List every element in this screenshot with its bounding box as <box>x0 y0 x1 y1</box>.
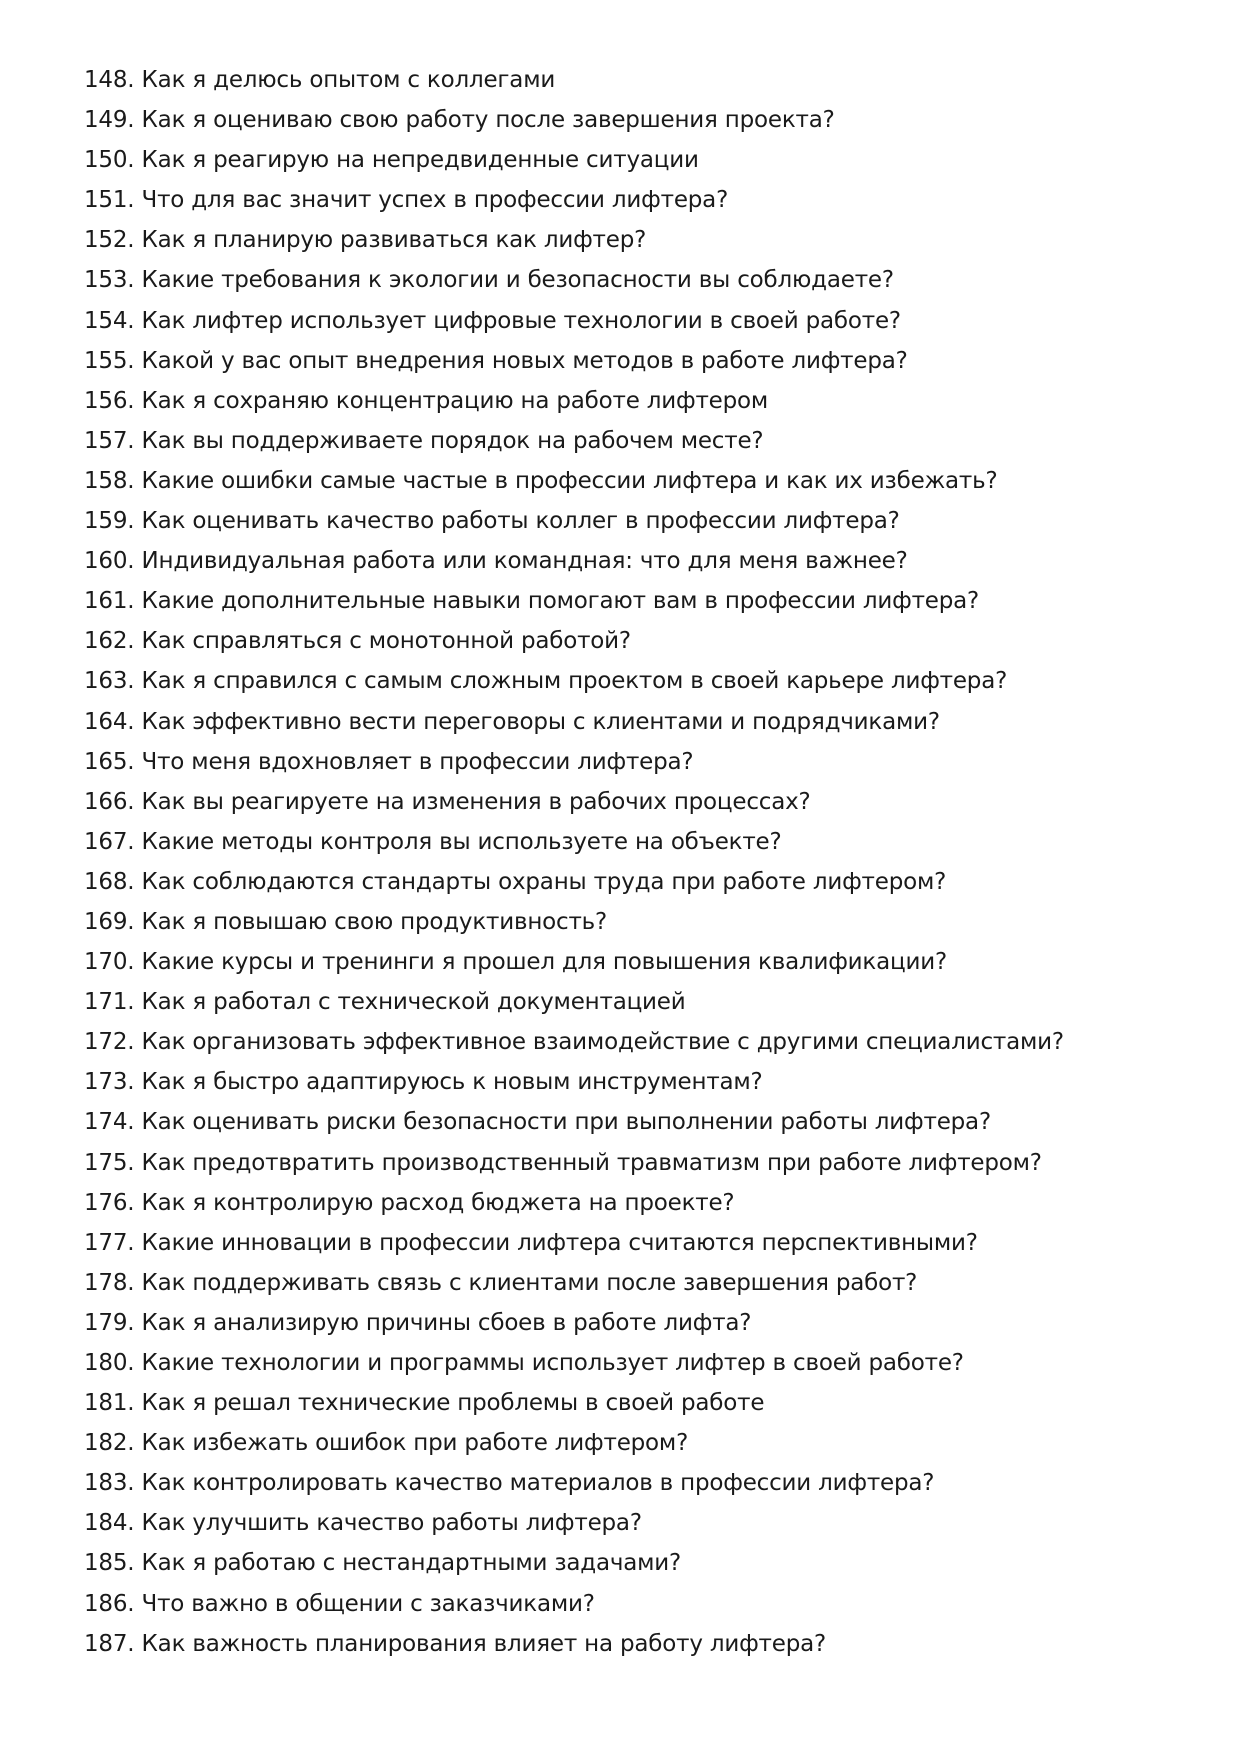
question-item <box>84 1624 1184 1664</box>
question-item <box>84 822 1184 862</box>
question-item <box>84 100 1184 140</box>
question-text: Как оценивать риски безопасности при выполнении работы лифтера? <box>141 1109 991 1136</box>
question-number: 183. <box>84 1470 135 1497</box>
question-number: 148. <box>84 67 135 93</box>
question-item <box>84 461 1184 501</box>
question-number: 162. <box>84 628 135 655</box>
question-text: Как я справился с самым сложным проектом в своей карьере лифтера? <box>141 668 1008 695</box>
question-text: Как эффективно вести переговоры с клиентами и подрядчиками? <box>141 708 940 735</box>
question-text: Как я делюсь опытом с коллегами <box>141 67 556 93</box>
question-number: 171. <box>84 989 135 1016</box>
question-item <box>84 1263 1184 1303</box>
question-number: 178. <box>84 1269 135 1296</box>
question-item <box>84 180 1184 220</box>
question-item <box>84 1143 1184 1183</box>
question-text: Как вы реагируете на изменения в рабочих процессах? <box>141 788 811 815</box>
question-text: Как я реагирую на непредвиденные ситуации <box>141 147 699 174</box>
question-item <box>84 702 1184 742</box>
question-number: 150. <box>84 147 135 174</box>
question-number: 180. <box>84 1350 135 1376</box>
question-text: Индивидуальная работа или командная: что для меня важнее? <box>141 548 908 575</box>
question-text: Что важно в общении с заказчиками? <box>141 1590 595 1617</box>
question-item <box>84 1503 1184 1543</box>
question-item <box>84 60 1184 100</box>
question-item <box>84 1183 1184 1223</box>
question-item <box>84 301 1184 341</box>
question-number: 185. <box>84 1550 135 1577</box>
question-text: Какой у вас опыт внедрения новых методов в работе лифтера? <box>141 347 908 374</box>
question-text: Что для вас значит успех в профессии лифтера? <box>141 187 729 214</box>
question-number: 174. <box>84 1109 135 1136</box>
question-text: Какие инновации в профессии лифтера считаются перспективными? <box>141 1229 978 1256</box>
question-item <box>84 742 1184 782</box>
question-number: 166. <box>84 788 135 815</box>
question-item <box>84 1584 1184 1624</box>
question-number: 154. <box>84 307 135 334</box>
question-text: Как оценивать качество работы коллег в профессии лифтера? <box>141 508 900 535</box>
question-number: 153. <box>84 267 135 294</box>
question-number: 164. <box>84 708 135 735</box>
question-number: 184. <box>84 1510 135 1537</box>
question-item <box>84 1062 1184 1102</box>
question-text: Как организовать эффективное взаимодействие с другими специалистами? <box>141 1029 1064 1056</box>
question-item <box>84 1383 1184 1423</box>
question-item <box>84 1463 1184 1503</box>
question-text: Какие технологии и программы использует лифтер в своей работе? <box>141 1350 964 1376</box>
question-text: Как я анализирую причины сбоев в работе лифта? <box>141 1309 752 1336</box>
question-item <box>84 1543 1184 1583</box>
question-number: 159. <box>84 508 135 535</box>
question-item <box>84 782 1184 822</box>
question-text: Как вы поддерживаете порядок на рабочем месте? <box>141 427 764 454</box>
question-number: 169. <box>84 908 135 935</box>
question-text: Как контролировать качество материалов в профессии лифтера? <box>141 1470 935 1497</box>
question-text: Как я быстро адаптируюсь к новым инструментам? <box>141 1069 763 1096</box>
question-item <box>84 421 1184 461</box>
question-item <box>84 1223 1184 1263</box>
question-number: 161. <box>84 588 135 615</box>
question-number: 177. <box>84 1229 135 1256</box>
question-text: Как я контролирую расход бюджета на проекте? <box>141 1189 735 1216</box>
question-number: 182. <box>84 1430 135 1457</box>
question-text: Как я работал с технической документацией <box>141 989 686 1016</box>
question-number: 155. <box>84 347 135 374</box>
question-number: 160. <box>84 548 135 575</box>
question-number: 176. <box>84 1189 135 1216</box>
question-text: Как улучшить качество работы лифтера? <box>141 1510 642 1537</box>
question-text: Как я повышаю свою продуктивность? <box>141 908 608 935</box>
question-text: Как я решал технические проблемы в своей работе <box>141 1390 765 1417</box>
question-number: 170. <box>84 949 135 976</box>
question-item <box>84 341 1184 381</box>
question-number: 173. <box>84 1069 135 1096</box>
question-text: Как справляться с монотонной работой? <box>141 628 631 655</box>
question-text: Какие курсы и тренинги я прошел для повышения квалификации? <box>141 949 947 976</box>
question-text: Как я оцениваю свою работу после завершения проекта? <box>141 107 835 134</box>
question-text: Какие дополнительные навыки помогают вам в профессии лифтера? <box>141 588 980 615</box>
question-item <box>84 942 1184 982</box>
question-item <box>84 1303 1184 1343</box>
question-number: 149. <box>84 107 135 134</box>
question-item <box>84 1102 1184 1142</box>
question-item <box>84 902 1184 942</box>
question-item <box>84 140 1184 180</box>
question-item <box>84 581 1184 621</box>
question-text: Как важность планирования влияет на работу лифтера? <box>141 1630 827 1657</box>
question-number: 175. <box>84 1149 135 1176</box>
question-text: Как соблюдаются стандарты охраны труда при работе лифтером? <box>141 868 947 895</box>
question-list <box>84 60 1184 1664</box>
question-number: 168. <box>84 868 135 895</box>
question-number: 152. <box>84 227 135 254</box>
question-item <box>84 621 1184 661</box>
question-text: Как избежать ошибок при работе лифтером? <box>141 1430 689 1457</box>
question-text: Как поддерживать связь с клиентами после завершения работ? <box>141 1269 918 1296</box>
question-item <box>84 862 1184 902</box>
question-number: 151. <box>84 187 135 214</box>
question-number: 181. <box>84 1390 135 1417</box>
question-text: Как предотвратить производственный травматизм при работе лифтером? <box>141 1149 1042 1176</box>
document-page <box>84 60 1184 1664</box>
question-number: 186. <box>84 1590 135 1617</box>
question-item <box>84 501 1184 541</box>
question-text: Как я сохраняю концентрацию на работе лифтером <box>141 387 769 414</box>
question-text: Как я работаю с нестандартными задачами? <box>141 1550 682 1577</box>
question-number: 172. <box>84 1029 135 1056</box>
question-text: Какие методы контроля вы используете на объекте? <box>141 828 782 855</box>
question-text: Как я планирую развиваться как лифтер? <box>141 227 647 254</box>
question-number: 179. <box>84 1309 135 1336</box>
question-item <box>84 982 1184 1022</box>
question-number: 187. <box>84 1630 135 1657</box>
question-number: 156. <box>84 387 135 414</box>
question-item <box>84 1022 1184 1062</box>
question-item <box>84 260 1184 300</box>
question-text: Какие требования к экологии и безопасности вы соблюдаете? <box>141 267 894 294</box>
question-number: 165. <box>84 748 135 775</box>
question-item <box>84 661 1184 701</box>
question-item <box>84 541 1184 581</box>
question-text: Какие ошибки самые частые в профессии лифтера и как их избежать? <box>141 467 998 494</box>
question-item <box>84 381 1184 421</box>
question-number: 167. <box>84 828 135 855</box>
question-number: 163. <box>84 668 135 695</box>
question-item <box>84 1343 1184 1383</box>
question-number: 158. <box>84 467 135 494</box>
question-text: Что меня вдохновляет в профессии лифтера? <box>141 748 694 775</box>
question-item <box>84 220 1184 260</box>
question-item <box>84 1423 1184 1463</box>
question-text: Как лифтер использует цифровые технологии в своей работе? <box>141 307 901 334</box>
question-number: 157. <box>84 427 135 454</box>
